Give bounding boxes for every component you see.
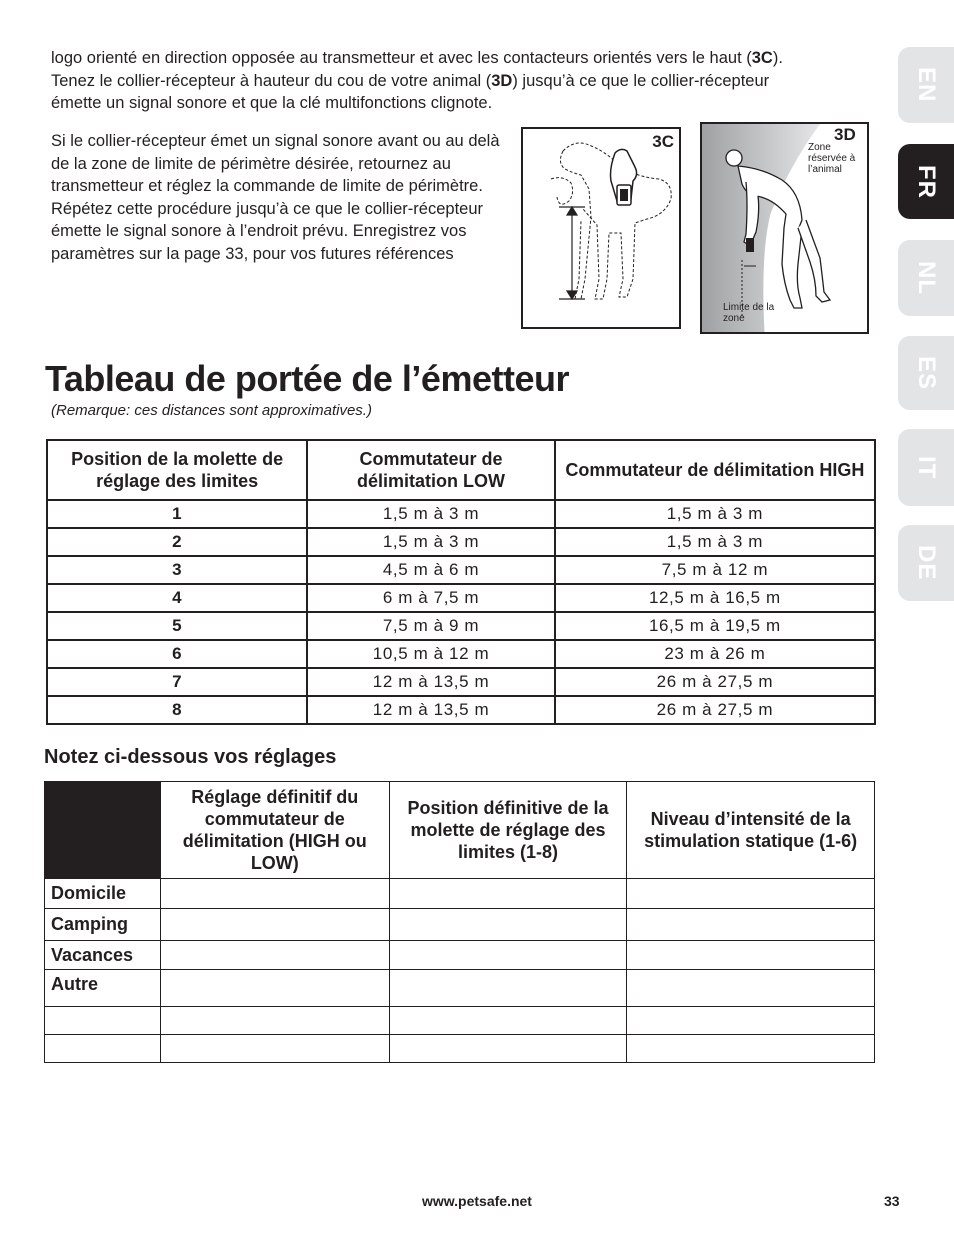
settings-row-camping	[45, 909, 875, 941]
table-row	[47, 696, 875, 724]
tab-de[interactable]	[898, 525, 954, 601]
switch-setting-field[interactable]	[160, 909, 389, 941]
dial-setting-field[interactable]	[389, 970, 627, 1007]
figure-3d	[700, 122, 869, 334]
tab-nl-label: NL	[913, 261, 940, 295]
settings-row-blank	[45, 1035, 875, 1063]
position-cell: 5	[47, 612, 307, 640]
settings-row-label: Autre	[45, 970, 161, 1007]
settings-header-row	[45, 782, 875, 879]
intensity-setting-field[interactable]	[627, 909, 875, 941]
position-cell: 2	[47, 528, 307, 556]
switch-setting-field[interactable]	[160, 879, 389, 909]
tab-fr-label: FR	[913, 164, 940, 199]
high-range-cell: 1,5 m à 3 m	[555, 500, 875, 528]
settings-header-corner	[45, 782, 161, 879]
settings-row-label[interactable]	[45, 1035, 161, 1063]
intro-text-2-end: ) jusqu’à ce que le collier-récepteur	[512, 71, 770, 90]
low-range-cell: 1,5 m à 3 m	[307, 528, 555, 556]
high-range-cell: 26 m à 27,5 m	[555, 668, 875, 696]
settings-row-vacances	[45, 941, 875, 970]
dial-setting-field[interactable]	[389, 941, 627, 970]
table-row	[47, 584, 875, 612]
high-range-cell: 1,5 m à 3 m	[555, 528, 875, 556]
table-row	[47, 668, 875, 696]
high-range-cell: 23 m à 26 m	[555, 640, 875, 668]
intensity-setting-field[interactable]	[627, 1035, 875, 1063]
position-cell: 6	[47, 640, 307, 668]
position-cell: 7	[47, 668, 307, 696]
table-row	[47, 556, 875, 584]
range-header-low: Commutateur de délimitation LOW	[307, 440, 555, 500]
dial-setting-field[interactable]	[389, 1035, 627, 1063]
low-range-cell: 4,5 m à 6 m	[307, 556, 555, 584]
figure-3c-label: 3C	[652, 132, 674, 151]
settings-row-label: Camping	[45, 909, 161, 941]
figure-ref-3c: 3C	[751, 49, 773, 67]
footer-url[interactable]: www.petsafe.net	[422, 1193, 532, 1209]
switch-setting-field[interactable]	[160, 1007, 389, 1035]
range-table-header-row	[47, 440, 875, 500]
range-header-high: Commutateur de délimitation HIGH	[555, 440, 875, 500]
settings-row-label: Vacances	[45, 941, 161, 970]
high-range-cell: 26 m à 27,5 m	[555, 696, 875, 724]
tab-en-label: EN	[913, 67, 940, 103]
approximation-note: (Remarque: ces distances sont approximatives.)	[51, 402, 372, 419]
dog-collar-illustration	[523, 129, 679, 327]
low-range-cell: 12 m à 13,5 m	[307, 668, 555, 696]
tab-en[interactable]	[898, 47, 954, 123]
intro-text-1: logo orienté en direction opposée au transmetteur et avec les contacteurs orientés vers le haut (	[51, 49, 752, 67]
intensity-setting-field[interactable]	[627, 1007, 875, 1035]
settings-header-dial: Position définitive de la molette de réglage des limites (1-8)	[389, 782, 627, 879]
low-range-cell: 7,5 m à 9 m	[307, 612, 555, 640]
switch-setting-field[interactable]	[160, 970, 389, 1007]
tab-de-label: DE	[913, 545, 940, 581]
settings-header-intensity: Niveau d’intensité de la stimulation statique (1-6)	[627, 782, 875, 879]
tab-nl[interactable]	[898, 240, 954, 316]
intro-text-3: émette un signal sonore et que la clé multifonctions clignote.	[51, 94, 493, 112]
position-cell: 8	[47, 696, 307, 724]
dial-setting-field[interactable]	[389, 1007, 627, 1035]
settings-table	[44, 781, 875, 1063]
figure-3d-label: 3D	[834, 125, 856, 144]
range-header-position: Position de la molette de réglage des limites	[47, 440, 307, 500]
dial-setting-field[interactable]	[389, 909, 627, 941]
settings-header-switch: Réglage définitif du commutateur de délimitation (HIGH ou LOW)	[160, 782, 389, 879]
intro-text-1-end: ).	[772, 49, 783, 67]
page-title: Tableau de portée de l’émetteur	[45, 358, 569, 399]
position-cell: 1	[47, 500, 307, 528]
settings-row-autre	[45, 970, 875, 1007]
intensity-setting-field[interactable]	[627, 970, 875, 1007]
position-cell: 3	[47, 556, 307, 584]
tab-es[interactable]	[898, 336, 954, 410]
switch-setting-field[interactable]	[160, 1035, 389, 1063]
settings-row-label[interactable]	[45, 1007, 161, 1035]
intro-paragraph	[51, 47, 861, 115]
table-row	[47, 528, 875, 556]
high-range-cell: 7,5 m à 12 m	[555, 556, 875, 584]
settings-row-domicile	[45, 879, 875, 909]
low-range-cell: 12 m à 13,5 m	[307, 696, 555, 724]
settings-row-label: Domicile	[45, 879, 161, 909]
figure-3c	[521, 127, 681, 329]
low-range-cell: 6 m à 7,5 m	[307, 584, 555, 612]
high-range-cell: 12,5 m à 16,5 m	[555, 584, 875, 612]
tab-fr[interactable]	[898, 144, 954, 219]
table-row	[47, 612, 875, 640]
limit-label: Limite de la zone	[723, 302, 775, 324]
position-cell: 4	[47, 584, 307, 612]
page-number: 33	[884, 1193, 900, 1209]
figure-ref-3d: 3D	[491, 71, 513, 90]
low-range-cell: 1,5 m à 3 m	[307, 500, 555, 528]
tab-it[interactable]	[898, 429, 954, 506]
dial-setting-field[interactable]	[389, 879, 627, 909]
switch-setting-field[interactable]	[160, 941, 389, 970]
intro-text-2: Tenez le collier-récepteur à hauteur du cou de votre animal (	[51, 71, 492, 90]
range-table	[46, 439, 876, 725]
high-range-cell: 16,5 m à 19,5 m	[555, 612, 875, 640]
tab-it-label: IT	[913, 455, 940, 480]
table-row	[47, 500, 875, 528]
zone-label: Zone réservée à l’animal	[808, 142, 856, 175]
tab-es-label: ES	[913, 355, 940, 390]
intensity-setting-field[interactable]	[627, 879, 875, 909]
intensity-setting-field[interactable]	[627, 941, 875, 970]
settings-heading: Notez ci-dessous vos réglages	[44, 746, 337, 768]
low-range-cell: 10,5 m à 12 m	[307, 640, 555, 668]
table-row	[47, 640, 875, 668]
settings-row-blank	[45, 1007, 875, 1035]
instruction-paragraph: Si le collier-récepteur émet un signal sonore avant ou au delà de la zone de limite de périmètre désirée, retournez au transmetteur et réglez la commande de limite de périmètre. Répétez cette procédure jusqu’à ce que le collier-récepteur émette le signal sonore à l’endroit prévu. Enregistrez vos paramètres sur la page 33, pour vos futures références	[51, 132, 500, 263]
